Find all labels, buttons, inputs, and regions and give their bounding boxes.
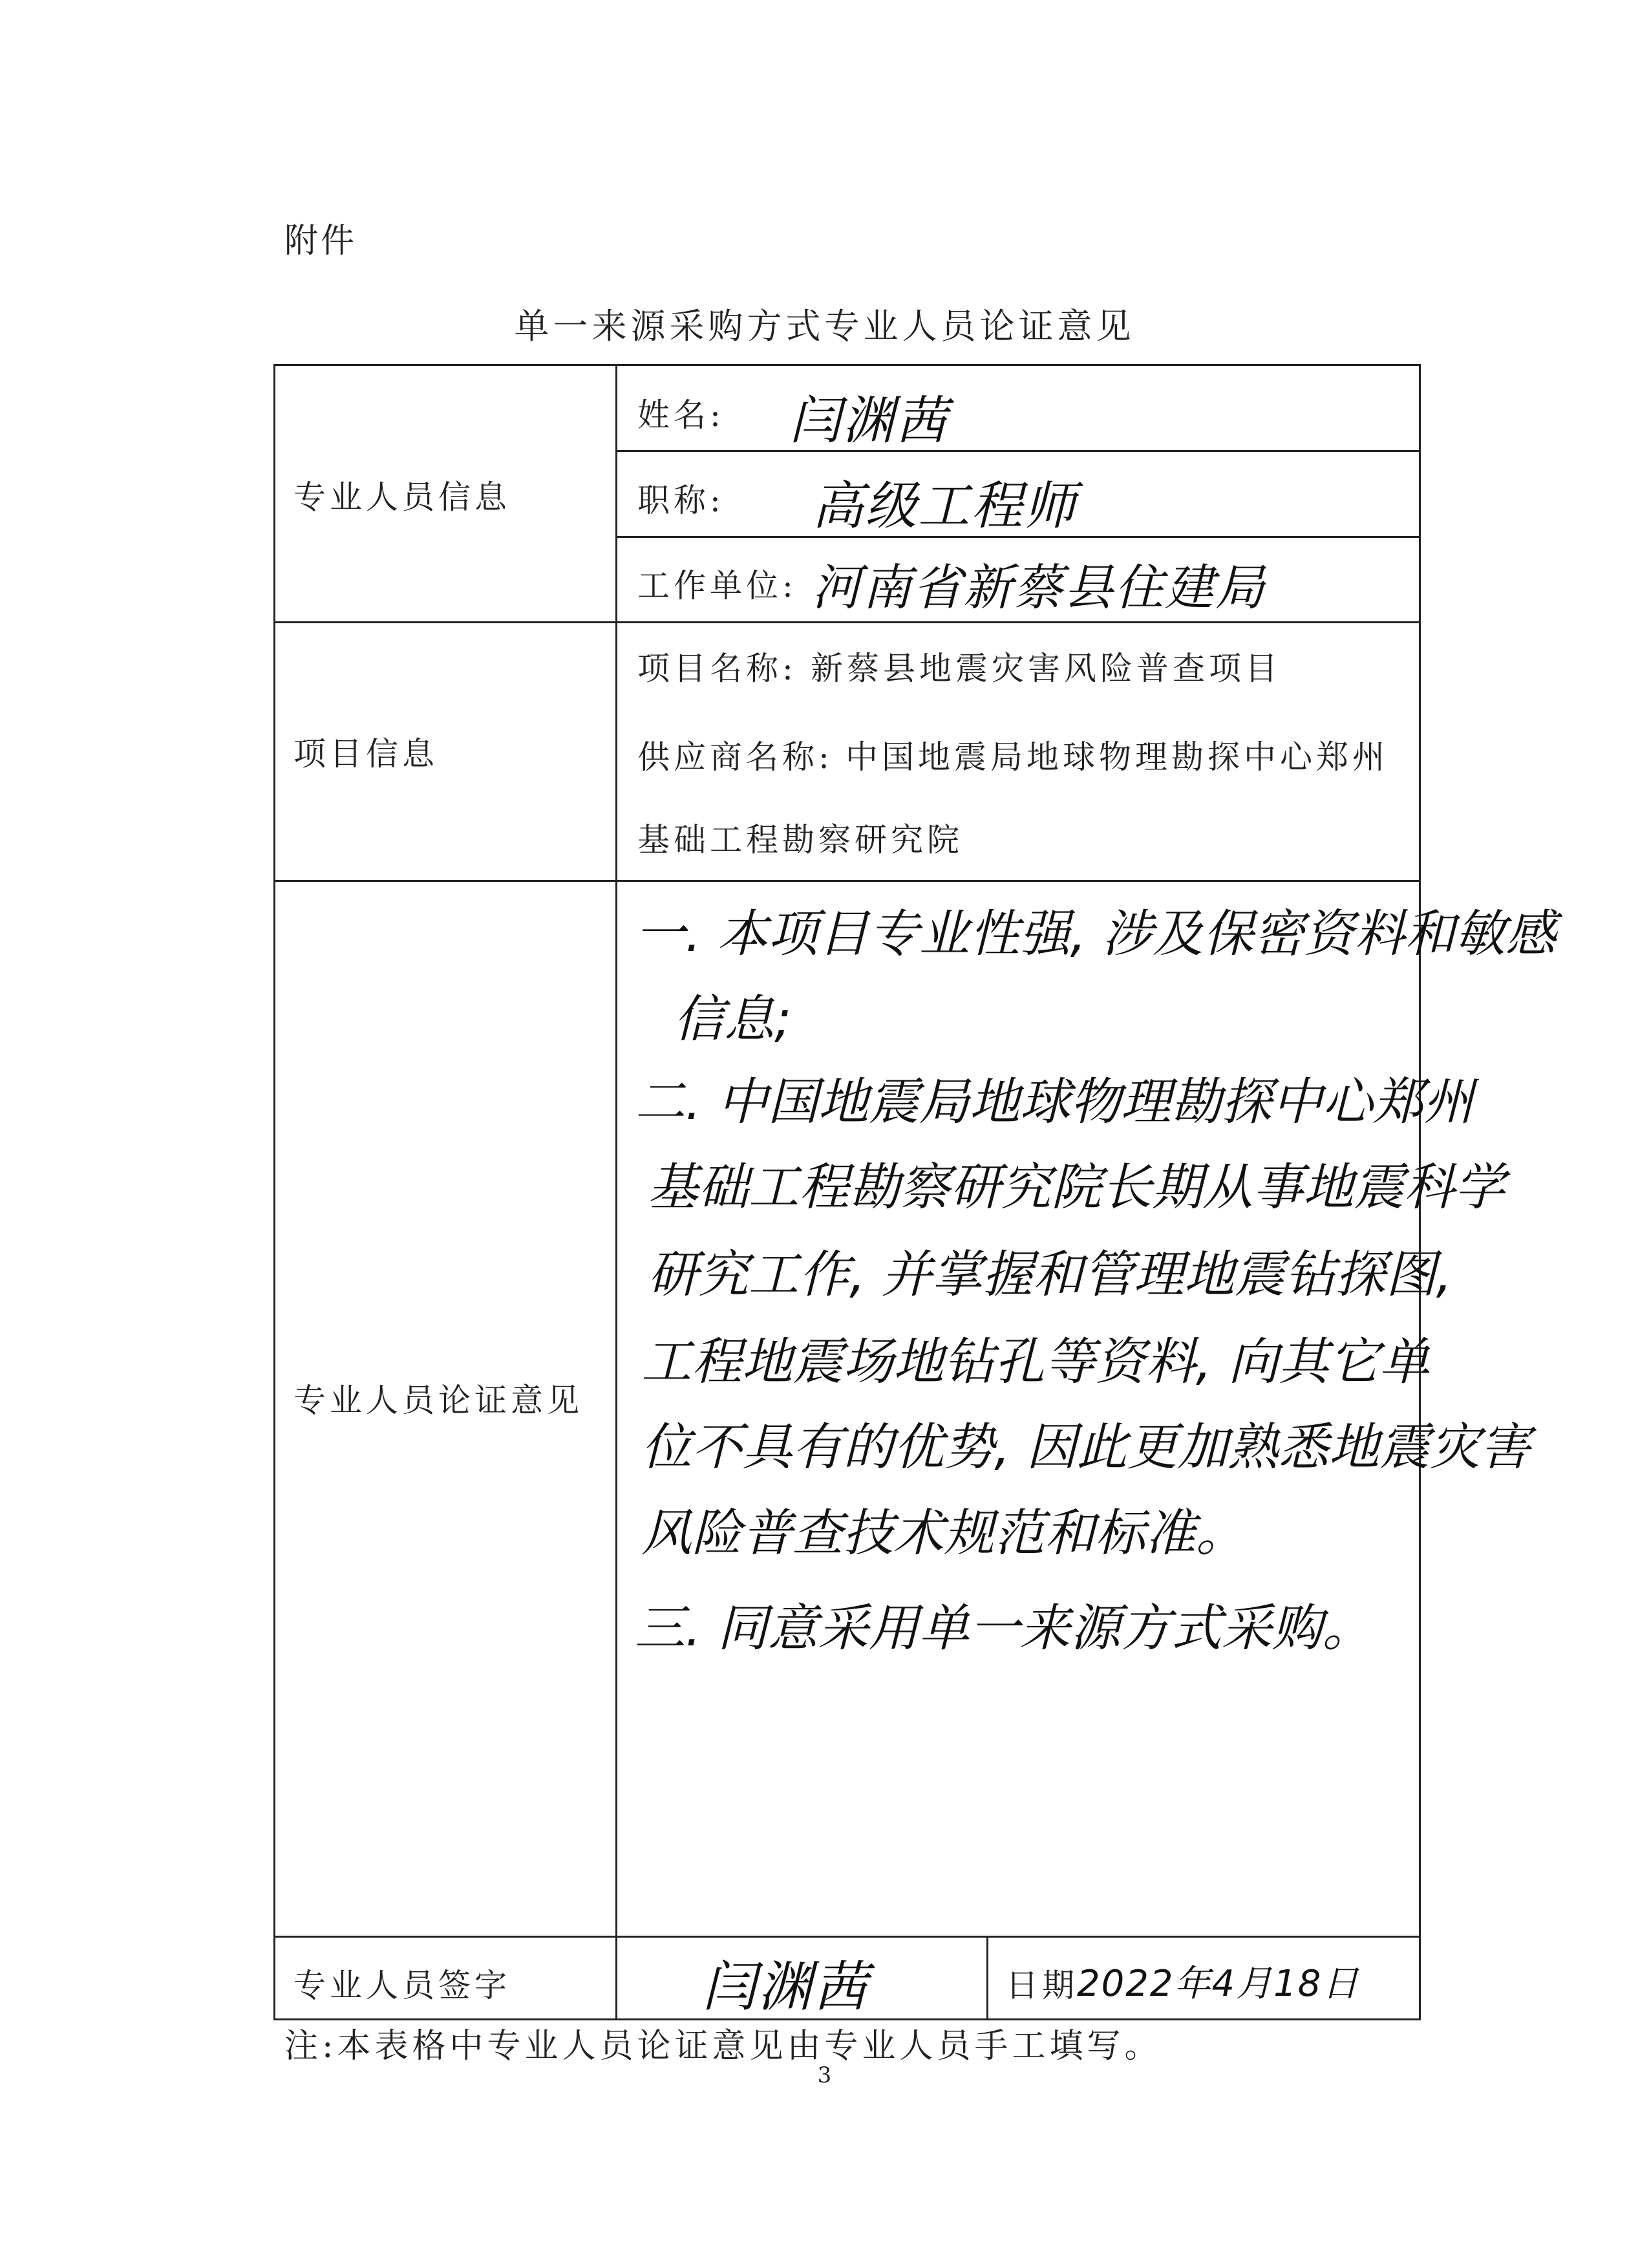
employer-label: 工作单位: xyxy=(637,567,797,604)
title-value: 高级工程师 xyxy=(812,476,1077,536)
name-value: 闫渊茜 xyxy=(789,390,948,451)
opinion-line: 研究工作, 并掌握和管理地震钻探图, xyxy=(648,1246,1452,1304)
opinion-line: 位不具有的优势, 因此更加熟悉地震灾害 xyxy=(641,1418,1531,1477)
project-name-label: 项目名称: xyxy=(637,650,797,687)
supplier-label: 供应商名称: xyxy=(637,738,833,776)
opinion-line: 工程地震场地钻孔等资料, 向其它单 xyxy=(641,1333,1430,1391)
section-divider-opinion xyxy=(275,1936,1421,1938)
name-label: 姓名: xyxy=(637,396,725,434)
page-number: 3 xyxy=(817,2062,832,2088)
footnote: 注:本表格中专业人员论证意见由专业人员手工填写。 xyxy=(284,2027,1162,2066)
document-title: 单一来源采购方式专业人员论证意见 xyxy=(514,306,1135,347)
annex-label: 附件 xyxy=(284,222,357,261)
argument-form-table xyxy=(273,364,1557,2020)
date-column-divider xyxy=(986,1936,988,2018)
professional-info-label: 专业人员信息 xyxy=(293,478,511,516)
signature-label: 专业人员签字 xyxy=(293,1967,511,2004)
title-label: 职称: xyxy=(637,482,725,519)
opinion-line: 二. 中国地震局地球物理勘探中心郑州 xyxy=(635,1073,1474,1131)
date-label: 日期 xyxy=(1006,1967,1078,2004)
supplier-value-line2: 基础工程勘察研究院 xyxy=(637,821,963,859)
date-value: 2022年4月18日 xyxy=(1077,1963,1360,2005)
opinion-line: 三. 同意采用单一来源方式采购。 xyxy=(635,1599,1373,1658)
project-name-value: 新蔡县地震灾害风险普查项目 xyxy=(811,650,1281,687)
row-divider-project-name xyxy=(615,710,1421,712)
opinion-line: 风险普查技术规范和标准。 xyxy=(641,1504,1247,1563)
employer-value: 河南省新蔡县住建局 xyxy=(812,559,1266,616)
signature-value: 闫渊茜 xyxy=(702,1955,869,2018)
opinion-line: 信息; xyxy=(674,990,792,1049)
opinion-label: 专业人员论证意见 xyxy=(293,1382,583,1419)
project-info-label: 项目信息 xyxy=(293,735,438,773)
opinion-line: 一. 本项目专业性强, 涉及保密资料和敏感 xyxy=(635,905,1557,963)
section-divider-professional xyxy=(275,621,1421,623)
opinion-body xyxy=(615,882,1557,1934)
opinion-line: 基础工程勘察研究院长期从事地震科学 xyxy=(648,1159,1505,1217)
row-divider-name xyxy=(615,450,1421,452)
supplier-value-line1: 中国地震局地球物理勘探中心郑州 xyxy=(846,738,1388,776)
